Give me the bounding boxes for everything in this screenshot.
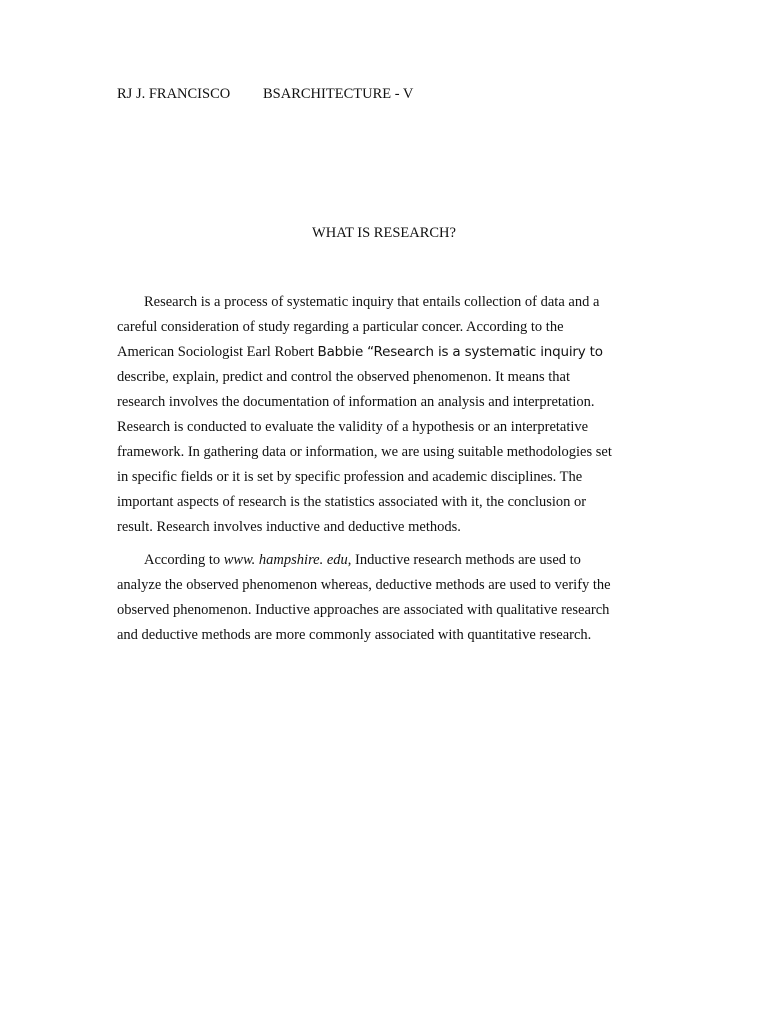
paragraph-1 xyxy=(117,290,647,540)
paragraph-2 xyxy=(117,548,647,648)
paragraph-line-quoted-part: Babbie “Research is a systematic inquiry to xyxy=(317,344,603,360)
paragraph-line: Research is conducted to evaluate the validity of a hypothesis or an interpretative xyxy=(117,419,589,435)
document-header xyxy=(117,86,413,103)
paragraph-line-prefix: According to xyxy=(144,552,224,568)
paragraph-line: observed phenomenon. Inductive approaches are associated with qualitative research xyxy=(117,602,610,618)
paragraph-line: and deductive methods are more commonly associated with quantitative research. xyxy=(117,627,592,643)
author-name: RJ J. FRANCISCO xyxy=(117,86,231,102)
course-label: BSARCHITECTURE - V xyxy=(263,86,414,102)
paragraph-line: research involves the documentation of information an analysis and interpretation. xyxy=(117,394,595,410)
paragraph-line: important aspects of research is the statistics associated with it, the conclusion or xyxy=(117,494,587,510)
paragraph-line: framework. In gathering data or information, we are using suitable methodologies set xyxy=(117,444,612,460)
paragraph-line-serif-part: American Sociologist Earl Robert xyxy=(117,344,318,360)
document-body xyxy=(117,290,647,656)
source-website: www. hampshire. edu xyxy=(223,552,348,568)
paragraph-line: careful consideration of study regarding a particular concer. According to the xyxy=(117,319,564,335)
paragraph-line: result. Research involves inductive and deductive methods. xyxy=(117,519,461,535)
paragraph-line xyxy=(117,340,647,365)
paragraph-line: in specific fields or it is set by specific profession and academic disciplines. The xyxy=(117,469,583,485)
paragraph-line: Research is a process of systematic inquiry that entails collection of data and a xyxy=(144,294,600,310)
paragraph-line: analyze the observed phenomenon whereas, deductive methods are used to verify the xyxy=(117,577,611,593)
paragraph-line-suffix: , Inductive research methods are used to xyxy=(347,552,581,568)
paragraph-line xyxy=(117,548,647,573)
document-title: WHAT IS RESEARCH? xyxy=(312,225,456,241)
paragraph-line: describe, explain, predict and control the observed phenomenon. It means that xyxy=(117,369,570,385)
